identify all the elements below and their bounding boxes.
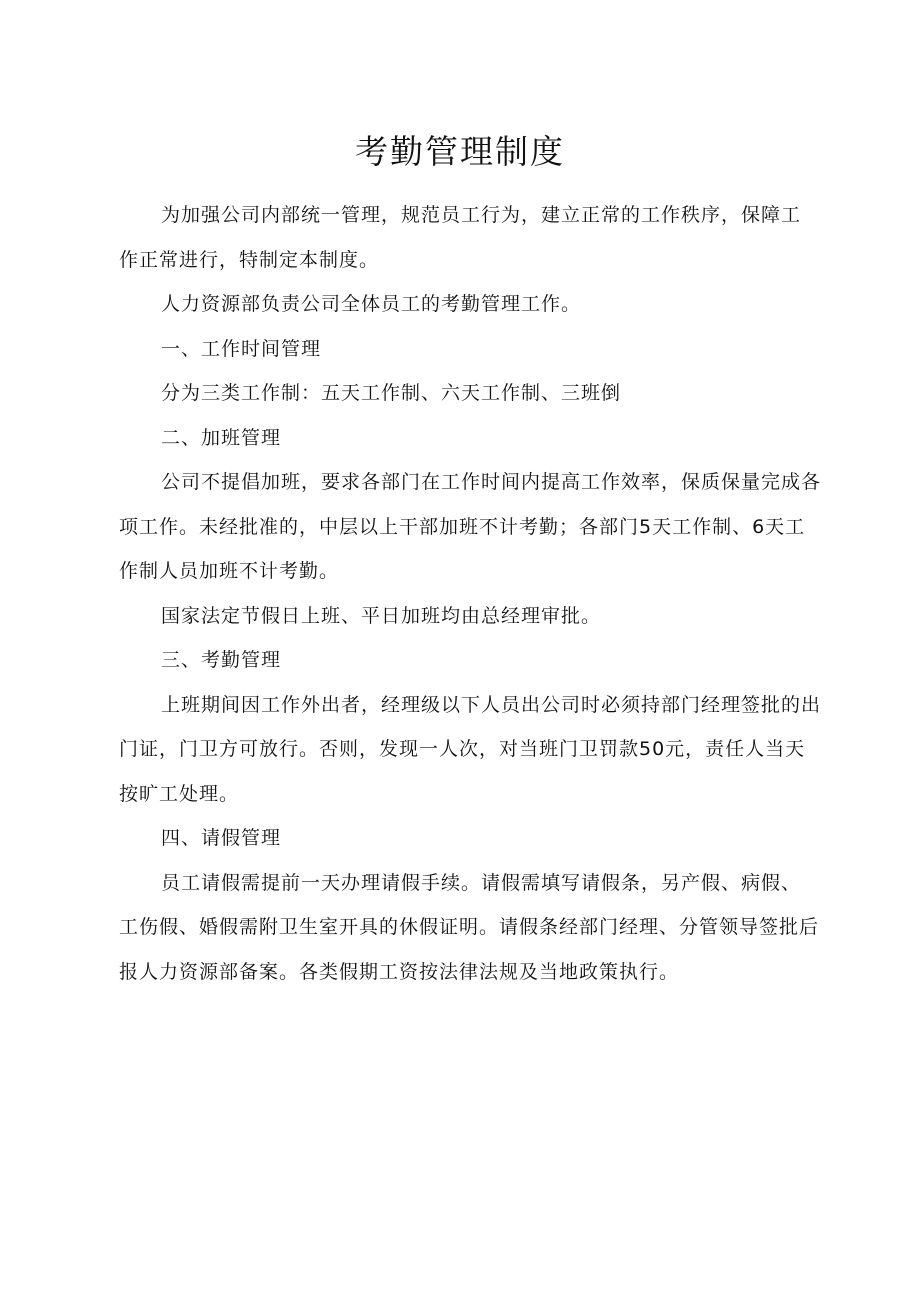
paragraph-overtime-rules (119, 460, 823, 594)
text-line: 员工请假需提前一天办理请假手续。请假需填写请假条，另产假、病假、 (161, 871, 802, 894)
text-line: 二、加班管理 (161, 426, 282, 449)
text-line: 按旷工处理。 (119, 782, 240, 805)
text-line: 作制人员加班不计考勤。 (119, 560, 340, 582)
text-line: 四、请假管理 (161, 827, 282, 849)
paragraph-attendance-rules (119, 683, 823, 817)
text-line: 分为三类工作制：五天工作制、六天工作制、三班倒 (161, 382, 622, 404)
section-heading-attendance (119, 638, 823, 683)
text-line: 人力资源部负责公司全体员工的考勤管理工作。 (161, 293, 582, 315)
text-line: 工伤假、婚假需附卫生室开具的休假证明。请假条经部门经理、分管领导签批后 (119, 916, 820, 938)
paragraph-leave-rules (119, 861, 823, 995)
text-line: 上班期间因工作外出者，经理级以下人员出公司时必须持部门经理签批的出 (161, 693, 822, 716)
text-line: 报人力资源部备案。各类假期工资按法律法规及当地政策执行。 (119, 960, 680, 983)
text-line: 项工作。未经批准的，中层以上干部加班不计考勤；各部门5天工作制、6天工 (119, 515, 806, 538)
section-heading-leave (119, 816, 823, 861)
section-heading-work-time (119, 327, 823, 372)
section-heading-overtime (119, 416, 823, 461)
paragraph-responsibility (119, 282, 823, 327)
text-line: 国家法定节假日上班、平日加班均由总经理审批。 (161, 604, 602, 627)
paragraph-work-schedules (119, 371, 823, 416)
text-line: 门证，门卫方可放行。否则，发现一人次，对当班门卫罚款50元，责任人当天 (119, 738, 806, 760)
text-line: 公司不提倡加班，要求各部门在工作时间内提高工作效率，保质保量完成各 (161, 471, 822, 493)
page-title: 考勤管理制度 (355, 132, 565, 171)
text-line: 作正常进行，特制定本制度。 (119, 248, 380, 271)
text-line: 三、考勤管理 (161, 649, 282, 671)
document-body (119, 193, 823, 994)
text-line: 为加强公司内部统一管理，规范员工行为，建立正常的工作秩序，保障工 (161, 204, 802, 226)
paragraph-intro (119, 193, 823, 282)
text-line: 一、工作时间管理 (161, 337, 322, 360)
paragraph-holiday-approval (119, 594, 823, 639)
